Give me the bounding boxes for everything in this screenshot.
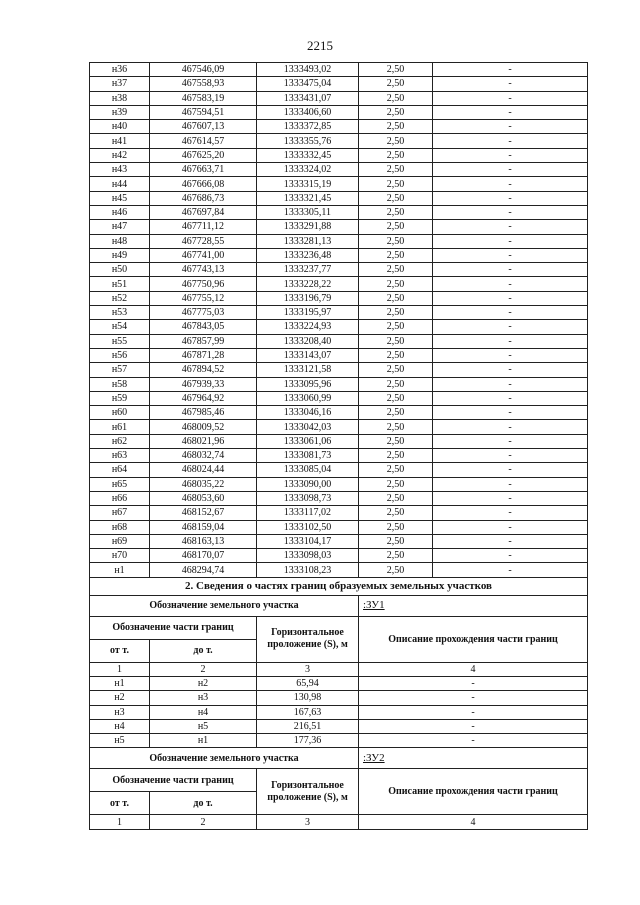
accuracy-cell: 2,50 <box>359 177 433 191</box>
point-name-cell: н49 <box>90 248 150 262</box>
y-coordinate-cell: 1333321,45 <box>257 191 359 205</box>
y-coordinate-cell: 1333431,07 <box>257 91 359 105</box>
coordinate-row <box>90 91 588 105</box>
coordinate-row <box>90 406 588 420</box>
x-coordinate-cell: 468032,74 <box>150 449 257 463</box>
accuracy-cell: 2,50 <box>359 105 433 119</box>
description-cell: - <box>433 277 588 291</box>
part-description-cell: - <box>359 691 588 705</box>
coordinate-row <box>90 334 588 348</box>
accuracy-cell: 2,50 <box>359 91 433 105</box>
description-cell: - <box>433 134 588 148</box>
point-name-cell: н45 <box>90 191 150 205</box>
y-coordinate-cell: 1333085,04 <box>257 463 359 477</box>
coordinate-row <box>90 420 588 434</box>
plot-label: Обозначение земельного участка <box>90 748 359 769</box>
point-name-cell: н57 <box>90 363 150 377</box>
to-label: до т. <box>150 639 257 662</box>
x-coordinate-cell: 467743,13 <box>150 263 257 277</box>
x-coordinate-cell: 468021,96 <box>150 434 257 448</box>
boundary-table <box>89 62 588 830</box>
x-coordinate-cell: 468294,74 <box>150 563 257 577</box>
from-point-cell: н3 <box>90 705 150 719</box>
from-label: от т. <box>90 792 150 815</box>
to-point-cell: н4 <box>150 705 257 719</box>
accuracy-cell: 2,50 <box>359 120 433 134</box>
column-number: 4 <box>359 662 588 676</box>
y-coordinate-cell: 1333090,00 <box>257 477 359 491</box>
point-name-cell: н61 <box>90 420 150 434</box>
x-coordinate-cell: 467583,19 <box>150 91 257 105</box>
accuracy-cell: 2,50 <box>359 234 433 248</box>
coordinate-row <box>90 205 588 219</box>
y-coordinate-cell: 1333098,03 <box>257 549 359 563</box>
x-coordinate-cell: 467697,84 <box>150 205 257 219</box>
from-point-cell: н4 <box>90 719 150 733</box>
description-cell: - <box>433 420 588 434</box>
part-description-cell: - <box>359 719 588 733</box>
description-cell: - <box>433 320 588 334</box>
y-coordinate-cell: 1333475,04 <box>257 77 359 91</box>
page-number: 2215 <box>307 38 333 53</box>
y-coordinate-cell: 1333406,60 <box>257 105 359 119</box>
horizontal-length-cell: 130,98 <box>257 691 359 705</box>
y-coordinate-cell: 1333121,58 <box>257 363 359 377</box>
description-cell: - <box>433 434 588 448</box>
point-name-cell: н56 <box>90 348 150 362</box>
x-coordinate-cell: 467755,12 <box>150 291 257 305</box>
accuracy-cell: 2,50 <box>359 391 433 405</box>
point-name-cell: н63 <box>90 449 150 463</box>
y-coordinate-cell: 1333236,48 <box>257 248 359 262</box>
accuracy-cell: 2,50 <box>359 563 433 577</box>
accuracy-cell: 2,50 <box>359 220 433 234</box>
plot-designation-row <box>90 748 588 769</box>
to-point-cell: н3 <box>150 691 257 705</box>
point-name-cell: н62 <box>90 434 150 448</box>
coordinate-row <box>90 377 588 391</box>
coordinate-row <box>90 477 588 491</box>
accuracy-cell: 2,50 <box>359 263 433 277</box>
to-label: до т. <box>150 792 257 815</box>
description-cell: - <box>433 234 588 248</box>
coordinate-row <box>90 248 588 262</box>
accuracy-cell: 2,50 <box>359 306 433 320</box>
from-label: от т. <box>90 639 150 662</box>
accuracy-cell: 2,50 <box>359 463 433 477</box>
column-number: 2 <box>150 662 257 676</box>
column-numbers-row <box>90 815 588 829</box>
accuracy-cell: 2,50 <box>359 534 433 548</box>
accuracy-cell: 2,50 <box>359 291 433 305</box>
column-numbers-row <box>90 662 588 676</box>
x-coordinate-cell: 468152,67 <box>150 506 257 520</box>
y-coordinate-cell: 1333332,45 <box>257 148 359 162</box>
x-coordinate-cell: 468163,13 <box>150 534 257 548</box>
y-coordinate-cell: 1333117,02 <box>257 506 359 520</box>
accuracy-cell: 2,50 <box>359 134 433 148</box>
plot-id: :ЗУ1 <box>359 595 588 616</box>
y-coordinate-cell: 1333104,17 <box>257 534 359 548</box>
coordinate-row <box>90 134 588 148</box>
horizontal-label: Горизонтальное проложение (S), м <box>257 769 359 815</box>
y-coordinate-cell: 1333042,03 <box>257 420 359 434</box>
description-cell: - <box>433 120 588 134</box>
description-cell: - <box>433 263 588 277</box>
header-row <box>90 769 588 792</box>
x-coordinate-cell: 467594,51 <box>150 105 257 119</box>
x-coordinate-cell: 468035,22 <box>150 477 257 491</box>
x-coordinate-cell: 467775,03 <box>150 306 257 320</box>
description-cell: - <box>433 377 588 391</box>
description-cell: - <box>433 105 588 119</box>
part-description-cell: - <box>359 705 588 719</box>
y-coordinate-cell: 1333237,77 <box>257 263 359 277</box>
point-name-cell: н69 <box>90 534 150 548</box>
description-cell: - <box>433 77 588 91</box>
description-cell: - <box>433 534 588 548</box>
x-coordinate-cell: 467666,08 <box>150 177 257 191</box>
part-label: Обозначение части границ <box>90 616 257 639</box>
coordinate-row <box>90 348 588 362</box>
point-name-cell: н48 <box>90 234 150 248</box>
point-name-cell: н58 <box>90 377 150 391</box>
from-point-cell: н2 <box>90 691 150 705</box>
accuracy-cell: 2,50 <box>359 406 433 420</box>
point-name-cell: н60 <box>90 406 150 420</box>
y-coordinate-cell: 1333143,07 <box>257 348 359 362</box>
point-name-cell: н53 <box>90 306 150 320</box>
description-cell: - <box>433 91 588 105</box>
x-coordinate-cell: 467894,52 <box>150 363 257 377</box>
column-number: 4 <box>359 815 588 829</box>
description-cell: - <box>433 477 588 491</box>
point-name-cell: н44 <box>90 177 150 191</box>
accuracy-cell: 2,50 <box>359 191 433 205</box>
accuracy-cell: 2,50 <box>359 520 433 534</box>
y-coordinate-cell: 1333095,96 <box>257 377 359 391</box>
column-number: 3 <box>257 815 359 829</box>
description-cell: - <box>433 406 588 420</box>
y-coordinate-cell: 1333228,22 <box>257 277 359 291</box>
description-label: Описание прохождения части границ <box>359 769 588 815</box>
x-coordinate-cell: 467614,57 <box>150 134 257 148</box>
point-name-cell: н46 <box>90 205 150 219</box>
coordinate-row <box>90 463 588 477</box>
x-coordinate-cell: 467728,55 <box>150 234 257 248</box>
y-coordinate-cell: 1333281,13 <box>257 234 359 248</box>
y-coordinate-cell: 1333102,50 <box>257 520 359 534</box>
description-cell: - <box>433 191 588 205</box>
coordinate-row <box>90 363 588 377</box>
point-name-cell: н37 <box>90 77 150 91</box>
horizontal-length-cell: 216,51 <box>257 719 359 733</box>
point-name-cell: н50 <box>90 263 150 277</box>
coordinate-row <box>90 563 588 577</box>
accuracy-cell: 2,50 <box>359 63 433 77</box>
coordinate-row <box>90 306 588 320</box>
y-coordinate-cell: 1333291,88 <box>257 220 359 234</box>
x-coordinate-cell: 467686,73 <box>150 191 257 205</box>
coordinate-row <box>90 449 588 463</box>
x-coordinate-cell: 467558,93 <box>150 77 257 91</box>
x-coordinate-cell: 468053,60 <box>150 491 257 505</box>
description-cell: - <box>433 291 588 305</box>
description-cell: - <box>433 563 588 577</box>
accuracy-cell: 2,50 <box>359 163 433 177</box>
y-coordinate-cell: 1333195,97 <box>257 306 359 320</box>
point-name-cell: н68 <box>90 520 150 534</box>
point-name-cell: н70 <box>90 549 150 563</box>
description-cell: - <box>433 449 588 463</box>
accuracy-cell: 2,50 <box>359 363 433 377</box>
point-name-cell: н66 <box>90 491 150 505</box>
accuracy-cell: 2,50 <box>359 148 433 162</box>
section-title-row <box>90 577 588 595</box>
x-coordinate-cell: 467750,96 <box>150 277 257 291</box>
plot-label: Обозначение земельного участка <box>90 595 359 616</box>
column-number: 2 <box>150 815 257 829</box>
x-coordinate-cell: 467711,12 <box>150 220 257 234</box>
horizontal-length-cell: 177,36 <box>257 734 359 748</box>
y-coordinate-cell: 1333098,73 <box>257 491 359 505</box>
point-name-cell: н40 <box>90 120 150 134</box>
accuracy-cell: 2,50 <box>359 277 433 291</box>
coordinate-row <box>90 191 588 205</box>
accuracy-cell: 2,50 <box>359 449 433 463</box>
point-name-cell: н65 <box>90 477 150 491</box>
description-cell: - <box>433 549 588 563</box>
accuracy-cell: 2,50 <box>359 549 433 563</box>
coordinate-row <box>90 534 588 548</box>
accuracy-cell: 2,50 <box>359 420 433 434</box>
column-number: 1 <box>90 662 150 676</box>
coordinate-row <box>90 77 588 91</box>
y-coordinate-cell: 1333046,16 <box>257 406 359 420</box>
coordinate-row <box>90 148 588 162</box>
column-number: 1 <box>90 815 150 829</box>
coordinate-row <box>90 434 588 448</box>
description-cell: - <box>433 348 588 362</box>
coordinate-row <box>90 291 588 305</box>
description-cell: - <box>433 163 588 177</box>
point-name-cell: н41 <box>90 134 150 148</box>
coordinate-row <box>90 63 588 77</box>
point-name-cell: н52 <box>90 291 150 305</box>
point-name-cell: н54 <box>90 320 150 334</box>
horizontal-length-cell: 65,94 <box>257 676 359 690</box>
point-name-cell: н42 <box>90 148 150 162</box>
coordinate-row <box>90 263 588 277</box>
part-row <box>90 734 588 748</box>
point-name-cell: н47 <box>90 220 150 234</box>
y-coordinate-cell: 1333305,11 <box>257 205 359 219</box>
description-cell: - <box>433 463 588 477</box>
description-cell: - <box>433 506 588 520</box>
coordinate-row <box>90 120 588 134</box>
accuracy-cell: 2,50 <box>359 506 433 520</box>
horizontal-label: Горизонтальное проложение (S), м <box>257 616 359 662</box>
x-coordinate-cell: 468170,07 <box>150 549 257 563</box>
coordinate-row <box>90 506 588 520</box>
to-point-cell: н5 <box>150 719 257 733</box>
x-coordinate-cell: 467843,05 <box>150 320 257 334</box>
x-coordinate-cell: 467871,28 <box>150 348 257 362</box>
description-cell: - <box>433 363 588 377</box>
y-coordinate-cell: 1333108,23 <box>257 563 359 577</box>
part-description-cell: - <box>359 734 588 748</box>
y-coordinate-cell: 1333315,19 <box>257 177 359 191</box>
description-cell: - <box>433 520 588 534</box>
description-label: Описание прохождения части границ <box>359 616 588 662</box>
section-title: 2. Сведения о частях границ образуемых земельных участков <box>90 577 588 595</box>
description-cell: - <box>433 177 588 191</box>
point-name-cell: н1 <box>90 563 150 577</box>
point-name-cell: н51 <box>90 277 150 291</box>
description-cell: - <box>433 148 588 162</box>
x-coordinate-cell: 467607,13 <box>150 120 257 134</box>
x-coordinate-cell: 468024,44 <box>150 463 257 477</box>
plot-designation-row <box>90 595 588 616</box>
y-coordinate-cell: 1333060,99 <box>257 391 359 405</box>
accuracy-cell: 2,50 <box>359 377 433 391</box>
part-label: Обозначение части границ <box>90 769 257 792</box>
y-coordinate-cell: 1333081,73 <box>257 449 359 463</box>
point-name-cell: н43 <box>90 163 150 177</box>
x-coordinate-cell: 468009,52 <box>150 420 257 434</box>
part-description-cell: - <box>359 676 588 690</box>
coordinate-row <box>90 491 588 505</box>
accuracy-cell: 2,50 <box>359 320 433 334</box>
x-coordinate-cell: 468159,04 <box>150 520 257 534</box>
description-cell: - <box>433 334 588 348</box>
coordinate-row <box>90 105 588 119</box>
coordinate-row <box>90 320 588 334</box>
coordinate-row <box>90 277 588 291</box>
description-cell: - <box>433 205 588 219</box>
coordinate-row <box>90 177 588 191</box>
description-cell: - <box>433 306 588 320</box>
x-coordinate-cell: 467741,00 <box>150 248 257 262</box>
y-coordinate-cell: 1333224,93 <box>257 320 359 334</box>
x-coordinate-cell: 467625,20 <box>150 148 257 162</box>
part-row <box>90 719 588 733</box>
description-cell: - <box>433 248 588 262</box>
coordinate-row <box>90 520 588 534</box>
coordinate-row <box>90 391 588 405</box>
point-name-cell: н38 <box>90 91 150 105</box>
description-cell: - <box>433 220 588 234</box>
coordinate-row <box>90 234 588 248</box>
part-row <box>90 691 588 705</box>
accuracy-cell: 2,50 <box>359 491 433 505</box>
plot-id: :ЗУ2 <box>359 748 588 769</box>
description-cell: - <box>433 391 588 405</box>
y-coordinate-cell: 1333061,06 <box>257 434 359 448</box>
coordinate-row <box>90 549 588 563</box>
from-point-cell: н1 <box>90 676 150 690</box>
accuracy-cell: 2,50 <box>359 348 433 362</box>
column-number: 3 <box>257 662 359 676</box>
accuracy-cell: 2,50 <box>359 248 433 262</box>
x-coordinate-cell: 467964,92 <box>150 391 257 405</box>
horizontal-length-cell: 167,63 <box>257 705 359 719</box>
x-coordinate-cell: 467857,99 <box>150 334 257 348</box>
coordinate-row <box>90 163 588 177</box>
x-coordinate-cell: 467546,09 <box>150 63 257 77</box>
part-row <box>90 676 588 690</box>
accuracy-cell: 2,50 <box>359 205 433 219</box>
x-coordinate-cell: 467985,46 <box>150 406 257 420</box>
description-cell: - <box>433 63 588 77</box>
accuracy-cell: 2,50 <box>359 434 433 448</box>
point-name-cell: н64 <box>90 463 150 477</box>
to-point-cell: н2 <box>150 676 257 690</box>
from-point-cell: н5 <box>90 734 150 748</box>
y-coordinate-cell: 1333493,02 <box>257 63 359 77</box>
x-coordinate-cell: 467663,71 <box>150 163 257 177</box>
coordinate-row <box>90 220 588 234</box>
y-coordinate-cell: 1333355,76 <box>257 134 359 148</box>
point-name-cell: н55 <box>90 334 150 348</box>
point-name-cell: н39 <box>90 105 150 119</box>
y-coordinate-cell: 1333208,40 <box>257 334 359 348</box>
point-name-cell: н36 <box>90 63 150 77</box>
x-coordinate-cell: 467939,33 <box>150 377 257 391</box>
to-point-cell: н1 <box>150 734 257 748</box>
point-name-cell: н59 <box>90 391 150 405</box>
accuracy-cell: 2,50 <box>359 77 433 91</box>
y-coordinate-cell: 1333196,79 <box>257 291 359 305</box>
y-coordinate-cell: 1333372,85 <box>257 120 359 134</box>
description-cell: - <box>433 491 588 505</box>
accuracy-cell: 2,50 <box>359 477 433 491</box>
point-name-cell: н67 <box>90 506 150 520</box>
header-row <box>90 616 588 639</box>
accuracy-cell: 2,50 <box>359 334 433 348</box>
part-row <box>90 705 588 719</box>
y-coordinate-cell: 1333324,02 <box>257 163 359 177</box>
